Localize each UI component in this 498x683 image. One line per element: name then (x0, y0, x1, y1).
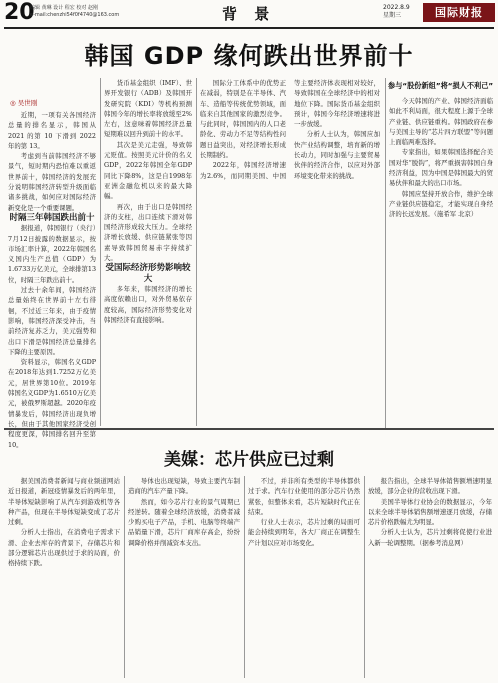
column-divider (244, 476, 245, 678)
paragraph: 近期，一项有关各国经济总量的排名显示，韩国从 2021 的第 10 下滑到 2022 年的第 13。 (8, 111, 96, 150)
paragraph: 韩国应坚持开放合作，维护全球产业链供应链稳定，才能实现自身经济的长远发展。（施希军 北京） (389, 189, 493, 219)
paragraph: 据美国消费者新闻与商业频道网站近日报道，新冠疫情暴发后的两年里，半导体短缺影响了从汽车到游戏机等各种产品，但现在半导体短缺变成了芯片过剩。 (8, 477, 120, 527)
article1-column-2 (104, 78, 192, 426)
article-separator (4, 428, 494, 430)
paragraph: 国际分工体系中的优势正在减弱，特别是在半导体、汽车、造船等传统优势领域，面临来自其他国家的激烈竞争。与此同时，韩国国内的人口老龄化、劳动力不足等结构性问题日益突出，对经济增长形成长期制约。 (200, 79, 286, 160)
paragraph: 今天韩国的产业、韩国经济面临如此不利局面，很大程度上源于全球产业链、供应链重构。韩国政府在参与美国主导的“芯片四方联盟”等问题上面临两难选择。 (389, 97, 493, 147)
article1-column-3 (200, 78, 380, 426)
article1-column-1 (8, 110, 97, 449)
byline: ◎ 吴世刚 (10, 99, 38, 107)
paragraph: 多年来，韩国经济的增长高度依赖出口，对外贸易依存度较高，国际经济形势变化对韩国经济有直接影响。 (104, 284, 192, 324)
column-divider (124, 476, 125, 678)
paragraph: 报告指出，全球半导体销售额增速明显放缓，部分企业的营收出现下滑。 (368, 477, 492, 496)
paragraph: 美国半导体行业协会的数据显示，今年以来全球半导体销售额增速逐月放缓，存储芯片价格跌幅尤为明显。 (368, 497, 492, 527)
paragraph: 资料显示，韩国名义GDP在2018年达到1.7252万亿美元，居世界第10位。2019年韩国名义GDP为1.6510万亿美元，被俄罗斯超越。2020年疫情暴发后，韩国经济出现负增长，但由于其他国家经济受创程度更深，韩国排名回升至第10。 (8, 358, 97, 449)
editor-credits (30, 5, 119, 19)
page-number: 20 (4, 0, 35, 25)
paragraph: 然而，如今芯片行业的景气周期已经逆转。随着全球经济放缓，消费者减少购买电子产品，手机、电脑等终端产品销量下滑，芯片厂商库存高企，纷纷调降价格并削减资本支出。 (128, 497, 240, 547)
paragraph: 过去十余年间，韩国经济总量始终在世界前十左右徘徊，不过近三年来，由于疫情影响，韩国经济深受冲击，当前经济复苏乏力，美元强势和出口下滑是韩国经济总量排名下降的主要原因。 (8, 286, 96, 356)
subheading-drop: 时隔三年韩国跌出前十 (9, 212, 95, 223)
paragraph: 专家指出，如果韩国选择配合美国对华“脱钩”，将严重损害韩国自身经济利益，因为中国是韩国最大的贸易伙伴和最大的出口市场。 (389, 148, 493, 188)
paragraph: 分析人士指出，在消费电子需求下滑、企业去库存的背景下，存储芯片和部分逻辑芯片出现供过于求的局面，价格持续下跌。 (8, 528, 120, 568)
editor-email: e-mail:chenzhi54f0f4740@163.com (30, 12, 120, 18)
column-divider (196, 78, 197, 426)
paragraph: 分析人士认为，芯片过剩将促使行业进入新一轮调整期。（据参考消息网） (368, 528, 492, 547)
issue-date-weekday: 星期三 (383, 12, 402, 19)
article2-column-3 (248, 476, 360, 678)
article2-column-4 (368, 476, 492, 678)
paragraph: 再次，由于出口是韩国经济的支柱，出口连续下滑对韩国经济形成较大压力。全球经济增长放缓、供应链紧张等因素导致韩国贸易赤字持续扩大。 (104, 202, 192, 263)
masthead-logo: 国际财报 (423, 3, 495, 22)
column-divider (364, 476, 365, 678)
issue-date-day: 2022.8.9 (383, 4, 410, 11)
article2-column-2 (128, 476, 240, 678)
paragraph: 考虑到当前韩国经济不够景气，短时期内恐怕难以重返世界前十，韩国经济的发展充分说明韩国经济转型升级面临诸多挑战，如何应对国际经济新变化是一个重要课题。 (8, 152, 96, 212)
paragraph: 据报道，韩国银行（央行）7月12日披露的数据显示，按市场汇率计算，2022年韩国名义国内生产总值（GDP）为1.6733万亿美元，全球排第13位，时隔三年跌出前十。 (8, 224, 97, 284)
headline-chips: 美媒：芯片供应已过剩 (164, 450, 334, 470)
header-rule (4, 27, 494, 29)
paragraph: 行业人士表示，芯片过剩的局面可能会持续到明年，各大厂商正在调整生产计划以应对市场变化。 (248, 518, 360, 547)
column-divider (100, 78, 101, 426)
paragraph: 货币基金组织（IMF）、世界开发银行（ADB）及韩国开发研究院（KDI）等机构预测韩国今年的增长率将放缓至2%左右，这意味着韩国经济总量短期难以回升到前十的水平。 (104, 79, 192, 139)
page-header (0, 0, 498, 28)
paragraph: 分析人士认为，韩国应加快产业结构调整，培育新的增长动力，同时加强与主要贸易伙伴的经济合作，以应对外部环境变化带来的挑战。 (294, 130, 380, 180)
paragraph: 其次是美元走强，导致韩元贬值。按照美元计价的名义GDP，2022年韩国全年GDP同比下降8%，这是自1998年亚洲金融危机以来的最大降幅。 (104, 140, 192, 201)
sidebar-title: 参与“股份新组”将“损人不利己” (388, 81, 494, 90)
article2-column-1 (8, 476, 120, 678)
issue-date (383, 4, 410, 20)
editor-line: 编辑 黄琳 设计 程宏 校对 赵刚 (30, 5, 98, 11)
paragraph: 导体也出现短缺，导致主要汽车制造商的汽车产量下降。 (128, 477, 240, 496)
paragraph: 不过，并非所有类型的半导体都供过于求。汽车行业使用的部分芯片仍然紧张，但整体来看，芯片短缺时代正在结束。 (248, 477, 360, 516)
subheading-influence: 受国际经济形势影响较大 (105, 263, 191, 284)
section-title: 背 景 (222, 5, 276, 23)
headline-gdp: 韩国 GDP 缘何跌出世界前十 (84, 42, 414, 70)
sidebar-column (389, 96, 493, 426)
paragraph: 2022年，韩国经济增速为2.6%，而同期美国、中国等主要经济体表现相对较好，导致韩国在全球经济中的相对地位下降。国际货币基金组织预计，韩国今年经济增速将进一步放缓。 (200, 79, 380, 180)
